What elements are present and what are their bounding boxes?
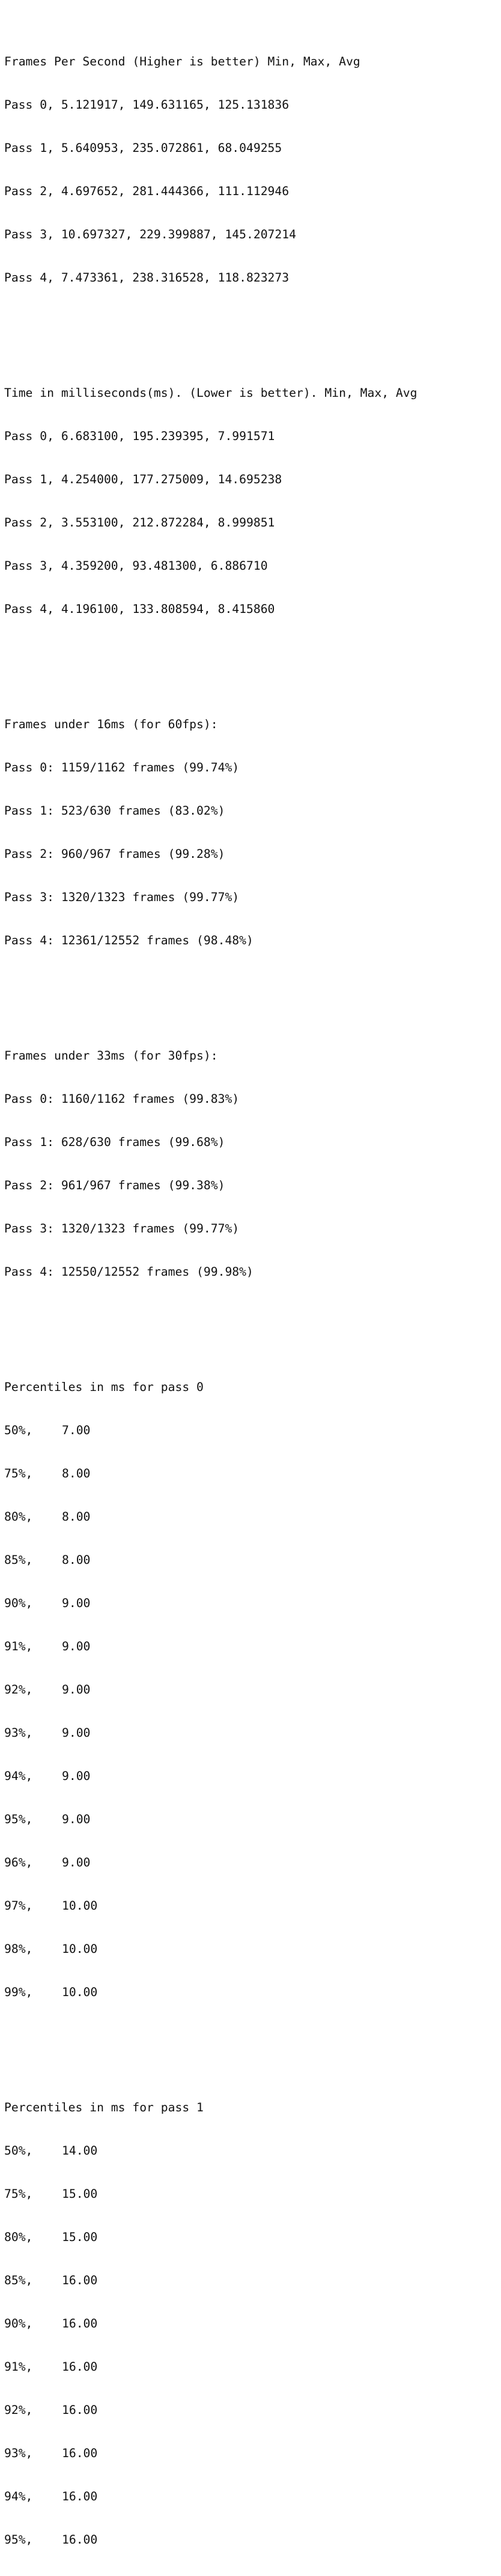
percentile-row xyxy=(4,1856,417,1870)
percentile-label: 93%, xyxy=(4,1726,33,1740)
percentile-value: 9.00 xyxy=(62,1683,91,1697)
under-16ms-line: Pass 3: 1320/1323 frames (99.77%) xyxy=(4,890,240,904)
blank-line xyxy=(4,645,417,660)
percentile-row xyxy=(4,2360,417,2374)
percentile-label: 85%, xyxy=(4,2273,33,2287)
percentile-label: 94%, xyxy=(4,1769,33,1783)
percentile-row xyxy=(4,1726,417,1740)
under-33ms-line: Pass 2: 961/967 frames (99.38%) xyxy=(4,1178,225,1192)
percentile-value: 15.00 xyxy=(62,2187,98,2201)
time-pass-line: Pass 0, 6.683100, 195.239395, 7.991571 xyxy=(4,429,275,443)
percentile-value: 7.00 xyxy=(62,1423,91,1437)
percentile-row xyxy=(4,2490,417,2504)
time-pass-line: Pass 3, 4.359200, 93.481300, 6.886710 xyxy=(4,559,268,573)
percentile-value: 10.00 xyxy=(62,1899,98,1913)
blank-line xyxy=(4,1308,417,1323)
blank-line xyxy=(4,314,417,328)
percentile-value: 9.00 xyxy=(62,1596,91,1610)
percentile-row xyxy=(4,1510,417,1524)
fps-pass-line: Pass 0, 5.121917, 149.631165, 125.131836 xyxy=(4,98,290,112)
percentile-row xyxy=(4,1683,417,1697)
percentile-row xyxy=(4,1553,417,1567)
under-33ms-line: Pass 4: 12550/12552 frames (99.98%) xyxy=(4,1265,254,1279)
percentile-label: 90%, xyxy=(4,1596,33,1610)
percentiles-pass1-header: Percentiles in ms for pass 1 xyxy=(4,2101,204,2114)
percentile-value: 16.00 xyxy=(62,2446,98,2460)
percentile-row xyxy=(4,2317,417,2331)
fps-pass-line: Pass 1, 5.640953, 235.072861, 68.049255 xyxy=(4,141,282,155)
percentile-row xyxy=(4,1639,417,1654)
percentile-label: 93%, xyxy=(4,2446,33,2460)
percentile-label: 75%, xyxy=(4,2187,33,2201)
under-16ms-header: Frames under 16ms (for 60fps): xyxy=(4,717,218,731)
time-pass-line: Pass 4, 4.196100, 133.808594, 8.415860 xyxy=(4,602,275,616)
time-pass-line: Pass 2, 3.553100, 212.872284, 8.999851 xyxy=(4,516,275,529)
percentile-row xyxy=(4,1942,417,1956)
blank-line xyxy=(4,2029,417,2043)
under-33ms-header: Frames under 33ms (for 30fps): xyxy=(4,1049,218,1063)
percentile-value: 16.00 xyxy=(62,2490,98,2503)
percentile-label: 80%, xyxy=(4,2230,33,2244)
percentile-row xyxy=(4,1812,417,1827)
percentile-row xyxy=(4,1985,417,2000)
percentile-value: 9.00 xyxy=(62,1726,91,1740)
blank-line xyxy=(4,977,417,991)
percentile-row xyxy=(4,2144,417,2158)
percentile-value: 10.00 xyxy=(62,1985,98,1999)
percentile-value: 16.00 xyxy=(62,2533,98,2547)
under-33ms-line: Pass 1: 628/630 frames (99.68%) xyxy=(4,1135,225,1149)
under-16ms-line: Pass 1: 523/630 frames (83.02%) xyxy=(4,804,225,818)
fps-pass-line: Pass 2, 4.697652, 281.444366, 111.112946 xyxy=(4,184,290,198)
percentile-value: 14.00 xyxy=(62,2144,98,2158)
fps-pass-line: Pass 3, 10.697327, 229.399887, 145.207214 xyxy=(4,228,296,241)
time-header: Time in milliseconds(ms). (Lower is better). Min, Max, Avg xyxy=(4,386,418,400)
percentile-label: 92%, xyxy=(4,1683,33,1697)
console-output xyxy=(4,0,417,2576)
percentile-row xyxy=(4,2273,417,2288)
percentile-value: 16.00 xyxy=(62,2403,98,2417)
percentile-label: 50%, xyxy=(4,2144,33,2158)
percentile-value: 16.00 xyxy=(62,2360,98,2374)
percentile-label: 98%, xyxy=(4,1942,33,1956)
percentile-row xyxy=(4,2187,417,2201)
under-16ms-line: Pass 0: 1159/1162 frames (99.74%) xyxy=(4,761,240,774)
fps-header: Frames Per Second (Higher is better) Min, Max, Avg xyxy=(4,55,360,68)
percentile-label: 90%, xyxy=(4,2317,33,2330)
percentile-value: 9.00 xyxy=(62,1812,91,1826)
percentile-row xyxy=(4,1769,417,1784)
percentile-label: 94%, xyxy=(4,2490,33,2503)
percentiles-pass0-header: Percentiles in ms for pass 0 xyxy=(4,1380,204,1394)
percentile-label: 91%, xyxy=(4,2360,33,2374)
percentile-label: 96%, xyxy=(4,1856,33,1869)
percentile-row xyxy=(4,2533,417,2547)
under-16ms-line: Pass 4: 12361/12552 frames (98.48%) xyxy=(4,934,254,947)
percentile-value: 9.00 xyxy=(62,1639,91,1653)
percentile-row xyxy=(4,1467,417,1481)
under-33ms-line: Pass 0: 1160/1162 frames (99.83%) xyxy=(4,1092,240,1106)
percentile-value: 8.00 xyxy=(62,1467,91,1480)
percentile-row xyxy=(4,2403,417,2418)
percentile-value: 10.00 xyxy=(62,1942,98,1956)
percentile-label: 95%, xyxy=(4,2533,33,2547)
percentile-row xyxy=(4,1596,417,1611)
percentile-row xyxy=(4,2230,417,2245)
percentile-label: 91%, xyxy=(4,1639,33,1653)
percentile-value: 9.00 xyxy=(62,1769,91,1783)
percentile-label: 80%, xyxy=(4,1510,33,1524)
percentile-label: 50%, xyxy=(4,1423,33,1437)
percentile-label: 95%, xyxy=(4,1812,33,1826)
percentile-value: 15.00 xyxy=(62,2230,98,2244)
time-pass-line: Pass 1, 4.254000, 177.275009, 14.695238 xyxy=(4,472,282,486)
percentile-row xyxy=(4,1899,417,1913)
percentile-value: 16.00 xyxy=(62,2317,98,2330)
percentile-row xyxy=(4,2446,417,2461)
under-16ms-line: Pass 2: 960/967 frames (99.28%) xyxy=(4,847,225,861)
percentile-label: 99%, xyxy=(4,1985,33,1999)
under-33ms-line: Pass 3: 1320/1323 frames (99.77%) xyxy=(4,1222,240,1235)
percentile-value: 16.00 xyxy=(62,2273,98,2287)
percentile-value: 8.00 xyxy=(62,1510,91,1524)
fps-pass-line: Pass 4, 7.473361, 238.316528, 118.823273 xyxy=(4,271,290,285)
percentile-value: 8.00 xyxy=(62,1553,91,1567)
percentile-label: 97%, xyxy=(4,1899,33,1913)
percentile-label: 75%, xyxy=(4,1467,33,1480)
percentile-value: 9.00 xyxy=(62,1856,91,1869)
percentile-label: 85%, xyxy=(4,1553,33,1567)
percentile-row xyxy=(4,1423,417,1438)
percentile-label: 92%, xyxy=(4,2403,33,2417)
